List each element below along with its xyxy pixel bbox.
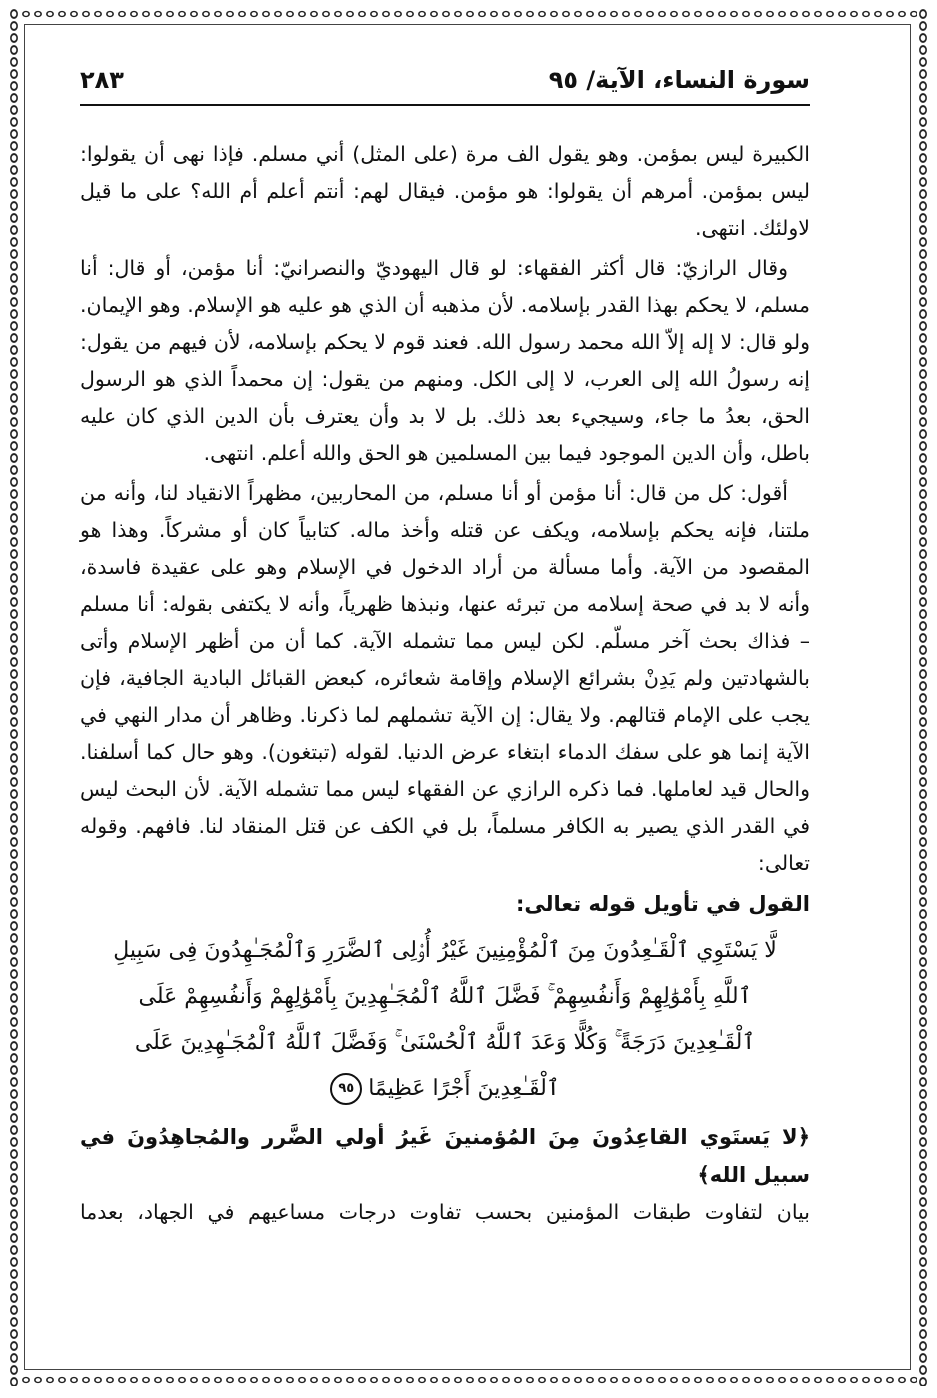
decorative-border-top — [8, 8, 929, 20]
verse-number-marker: ٩٥ — [330, 1073, 362, 1105]
paragraph: بيان لتفاوت طبقات المؤمنين بحسب تفاوت درجات مساعيهم في الجهاد، بعدما — [80, 1200, 810, 1224]
decorative-border-bottom — [8, 1374, 929, 1386]
paragraph: وقال الرازيّ: قال أكثر الفقهاء: لو قال اليهوديّ والنصرانيّ: أنا مؤمن، أو قال: أنا مسلم، لا يحكم بهذا القدر بإسلامه. لأن مذهبه أن الذي هو عليه هو الإسلام. وهو الإيمان. ولو قال: لا إله إلاّ الله محمد رسول الله. فعند قوم لا يحكم بإسلامه، لأن فيهم من يقول: إنه رسولُ الله إلى العرب، لا إلى الكل. ومنهم من يقول: إن محمداً الذي هو الرسول الحق، بعدُ ما جاء، وسيجيء بعد ذلك. بل لا بد وأن يعترف بأن الدين الذي كان عليه باطل، وأن الدين الموجود فيما بين المسلمين هو الحق والله أعلم. انتهى. — [80, 256, 810, 465]
page-header — [80, 64, 810, 100]
header-rule — [80, 104, 810, 106]
decorative-border-left — [8, 8, 20, 1386]
verse-quote: ﴿لا يَستَوي القاعِدُونَ مِنَ المُؤمنينَ غَيرُ أولي الضَّرر والمُجاهِدُونَ في سبيل الله﴾ — [80, 1125, 810, 1187]
quran-verse-text: لَّا يَسْتَوِي ٱلْقَـٰعِدُونَ مِنَ ٱلْمُؤْمِنِينَ غَيْرُ أُو۟لِى ٱلضَّرَرِ وَٱلْمُجَـٰهِدُونَ فِى سَبِيلِ ٱللَّهِ بِأَمْوَٰلِهِمْ وَأَنفُسِهِمْ ۚ فَضَّلَ ٱللَّهُ ٱلْمُجَـٰهِدِينَ بِأَمْوَٰلِهِمْ وَأَنفُسِهِمْ عَلَى ٱلْقَـٰعِدِينَ دَرَجَةً ۚ وَكُلًّا وَعَدَ ٱللَّهُ ٱلْحُسْنَىٰ ۚ وَفَضَّلَ ٱللَّهُ ٱلْمُجَـٰهِدِينَ عَلَى ٱلْقَـٰعِدِينَ أَجْرًا عَظِيمًا — [113, 938, 777, 1101]
paragraph: أقول: كل من قال: أنا مؤمن أو أنا مسلم، من المحاربين، مظهراً الانقياد لنا، وأنه من ملتنا، فإنه يحكم بإسلامه، ويكف عن قتله وأخذ ماله. كتابياً كان أو مشركاً. وهذا هو المقصود من الآية. وأما مسألة من أراد الدخول في الإسلام وهو على عقيدة فاسدة، وأنه لا بد في صحة إسلامه من تبرئه عنها، ونبذها ظهرياً، وأنه لا يكتفى بقوله: أنا مسلم – فذاك بحث آخر مسلّم. لكن ليس مما تشمله الآية. كما أن من أظهر الإسلام وأتى بالشهادتين ولم يَدِنْ بشرائع الإسلام وإقامة شعائره، كبعض القبائل البادية الجافية، فإن يجب على الإمام قتالهم. ولا يقال: إن الآية تشملهم لما ذكرنا. وظاهر أن مدار النهي في الآية إنما هو على سفك الدماء ابتغاء عرض الدنيا. لقوله (تبتغون). وهو حال كما أسلفنا. والحال قيد لعاملها. فما ذكره الرازي عن الفقهاء ليس مما تشمله الآية. لأن البحث ليس في القدر الذي يصير به الكافر مسلماً، بل في الكف عن قتل المنقاد لنا. فافهم. وقوله تعالى: — [80, 481, 810, 875]
page-number: ٢٨٣ — [80, 66, 124, 94]
page-body — [80, 136, 810, 1231]
running-head: سورة النساء، الآية/ ٩٥ — [548, 66, 810, 94]
paragraph: الكبيرة ليس بمؤمن. وهو يقول الف مرة (على المثل) أني مسلم. فإذا نهى أن يقولوا: ليس بمؤمن. أمرهم أن يقولوا: هو مؤمن. فيقال لهم: أنتم أعلم أم الله؟ على ما قيل لاولئك. انتهى. — [80, 142, 810, 240]
quran-verse — [80, 928, 810, 1112]
section-heading: القول في تأويل قوله تعالى: — [516, 892, 810, 916]
decorative-border-right — [917, 8, 929, 1386]
